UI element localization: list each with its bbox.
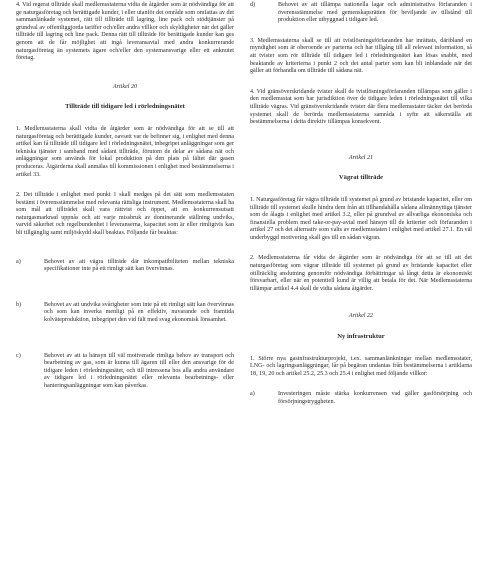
list-item-label: c) bbox=[16, 352, 21, 359]
list-item-text: Behovet av att undvika svårigheter som inte på ett rimligt sätt kan övervinnas och som kan inverka menligt på en effektiv, nuvarande och framtida kolväteproduktion, inbegripet den vid fält med svag ekonomisk lönsamhet. bbox=[44, 301, 234, 324]
paragraph-20-4: 4. Vid gränsöverskridande tvister skall de tvistlösningsförfaranden tillämpas som gäller i den medlemsstat som har jurisdiktion över de tidigare leden i rörledningsnätet till vilka tillträde vägras. Vid gränsöverskridande tvister där flera medlemsstater täcker det berörda systemet skall de berörda medlemsstaterna samråda i syfte att säkerställa att bestämmelserna i detta direktiv tillämpas konsekvent. bbox=[250, 88, 472, 126]
paragraph-20-1: 1. Medlemsstaterna skall vidta de åtgärder som är nödvändiga för att se till att naturgasföretag och berättigade kunder, oavsett var de befinner sig, i enlighet med denna artikel kan få tillträde till tidigare led i rörledningsnätet, inbegripet anläggningar som ger tekniska tjänster i samband med sådant tillträde, förutom de delar av sådana nät och anläggningar som används för lokal produktion på den plats på fältet där gasen produceras. Åtgärderna skall anmälas till kommissionen i enlighet med bestämmelserna i artikel 33. bbox=[16, 125, 234, 178]
paragraph-20-2: 2. Det tillträde i enlighet med punkt 1 skall medges på det sätt som medlemsstaten bestämt i överensstämmelse med relevanta rättsliga instrument. Medlemsstaterna skall ha som mål att tillträdet skall vara rättvist och öppet, att en konkurrensutsatt naturgasmarknad uppnås och att varje missbruk av dominerande ställning undviks, varvid säkerhet och regelbundenhet i leveranserna, kapacitet som är eller rimligtvis kan bli tillgänglig samt miljöskydd skall beaktas. Följande får beaktas: bbox=[16, 192, 234, 237]
list-item-b bbox=[16, 302, 234, 325]
list-item-a bbox=[16, 259, 234, 274]
list-item-text: Behovet av att ta hänsyn till väl motiverade rimliga behov av transport och bearbetning av gas, som är kunna till ägaren till eller den ansvarige för de tidigare leden i rörledningsnätet, och till intressena hos alla andra användare av tidigare led i rörledningsnätet eller relevanta bearbetnings- eller hanteringsanläggningar som kan påverkas. bbox=[44, 352, 234, 389]
paragraph-19-4: 4. Vid regerat tillträde skall medlemsstaterna vidta de åtgärder som är nödvändiga för att ge naturgasföretag och berättigade kunder, i eller utanför det område som omfattas av det sammanlänkade systemet, rätt till tillträde till lagring, line pack och stödtjänster på grundval av offentliggjorda tariffer och/eller andra villkor och skyldigheter när det gäller tillträde till lagring och line pack. Denna rätt till tillträde för berättigade kunder kan ges genom att de får möjlighet att ingå leveransavtal med andra konkurrerande naturgasföretag än systemets ägare och/eller den systemansvarige eller ett anknutet företag. bbox=[16, 2, 234, 62]
list-item-label: a) bbox=[250, 391, 255, 398]
paragraph-21-1: 1. Naturgasföretag får vägra tillträde till systemet på grund av bristande kapacitet, eller om tillträde till systemet skulle hindra dem från att tillhandahålla sådana allmännyttiga tjänster som de ålagts i enlighet med artikel 3.2, eller på grundval av allvarliga ekonomiska och finansiella problem med take-or-pay-avtal med hänsyn till de kriterier och förfaranden i artikel 27 och det alternativ som valts av medlemsstaten i enlighet med artikel 27.1. En väl underbyggd motivering skall ges till en sådan vägran. bbox=[250, 196, 472, 241]
article-21-heading: Vägrat tillträde bbox=[338, 174, 384, 182]
list-item-label: b) bbox=[16, 301, 22, 308]
list-item-d bbox=[250, 2, 472, 25]
list-item-a-22 bbox=[250, 391, 472, 406]
article-20-number: Artikel 20 bbox=[112, 83, 138, 90]
article-22-number: Artikel 22 bbox=[348, 313, 374, 320]
article-20-heading: Tillträde till tidigare led i rörledningsnätet bbox=[65, 103, 185, 111]
list-item-c bbox=[16, 353, 234, 391]
paragraph-21-2: 2. Medlemsstaterna får vidta de åtgärder som är nödvändiga för att se till att det naturgasföretag som vägrar tillträde till systemet på grund av bristande kapacitet eller otillräcklig anslutning genomför nödvändiga förbättringar så långt detta är ekonomiskt försvarbart, eller när en potentiell kund är villig att betala för det. När Medlemsstaterna tillämpar artikel 4.4 skall de vidta sådana åtgärder. bbox=[250, 255, 472, 292]
list-item-label: d) bbox=[250, 2, 256, 8]
right-column bbox=[250, 2, 472, 407]
list-item-text: Behovet av att vägra tillträde där inkompatibiliteten mellan tekniska specifikationer inte på ett rimligt sätt kan övervinnas. bbox=[44, 258, 234, 273]
list-item-text: Behovet av att tillämpa nationella lagar och administrativa förfaranden i överensstämmelse med gemenskapsrätten för beviljande av tillstånd till produktion eller utbyggnad i tidigare led. bbox=[278, 2, 472, 24]
article-22-heading: Ny infrastruktur bbox=[337, 333, 385, 341]
list-item-text: Investeringen måste stärka konkurrensen vad gäller gasförsörjning och försörjningstryggheten. bbox=[278, 391, 472, 405]
paragraph-22-1: 1. Större nya gasinfrastrukturprojekt, t.ex. sammanlänkningar mellan medlemsstater, LNG- och lagringsanläggningar, får på begäran undantas från bestämmelserna i artiklarna 18, 19, 20 och artikel 25.2, 25.3 och 25.4 i enlighet med följande villkor: bbox=[250, 355, 472, 377]
left-column bbox=[16, 2, 234, 391]
paragraph-20-3: 3. Medlemsstaterna skall se till att tvistlösningsförfaranden har inrättats, däribland en myndighet som är oberoende av parterna och har tillgång till all relevant information, så att tvister som rör tillträde till tidigare led i rörledningsnätet kan lösas snabbt, med beaktande av kriterierna i punkt 2 och det antal parter som kan bli inblandade när det gäller att förhandla om tillträde till sådana nät. bbox=[250, 37, 472, 75]
list-item-label: a) bbox=[16, 258, 21, 265]
article-21-number: Artikel 21 bbox=[348, 154, 374, 161]
